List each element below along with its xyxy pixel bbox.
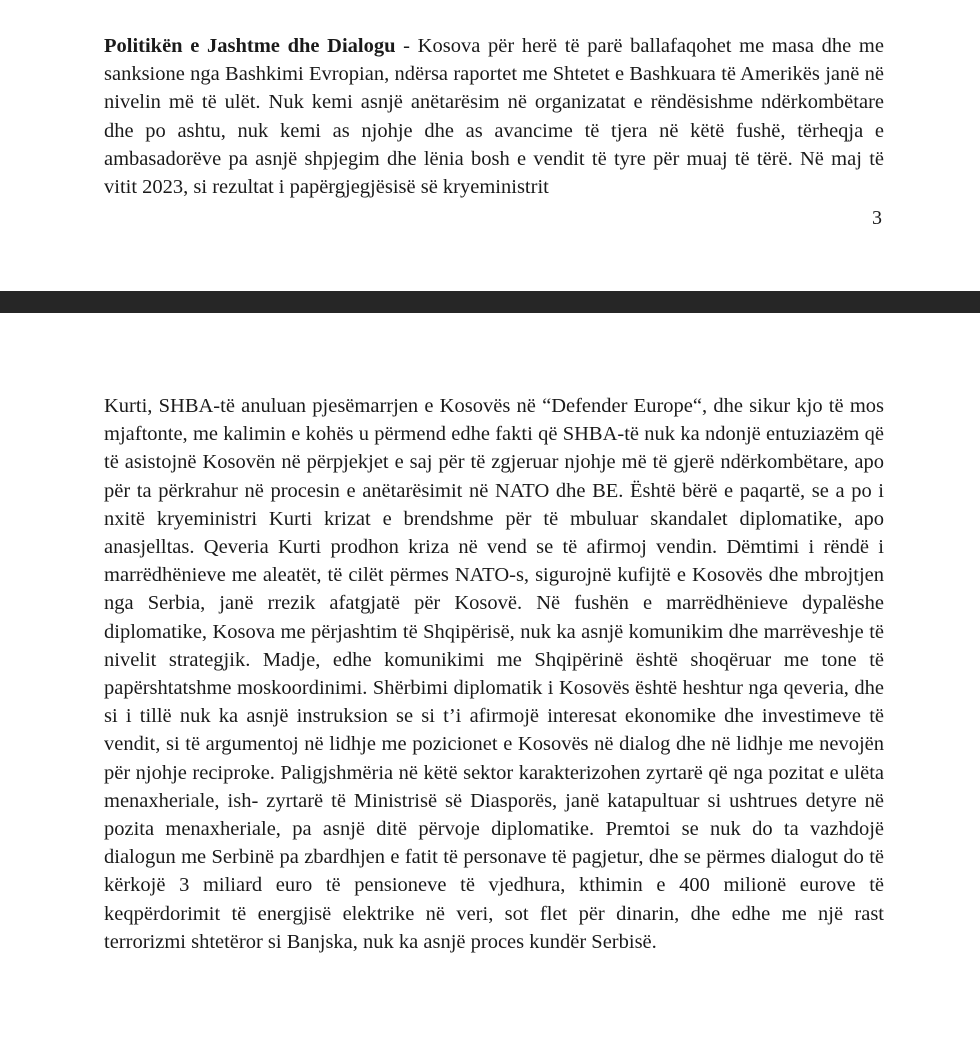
page-number: 3 [872,207,882,229]
continuation-paragraph: Kurti, SHBA-të anuluan pjesëmarrjen e Kosovës në “Defender Europe“, dhe sikur kjo të mos mjaftonte, me kalimin e kohës u përmend edhe fakti që SHBA-të nuk ka ndonjë entuziazëm që të asistojnë Kosovën në përpjekjet e saj për të zgjeruar njohje më të gjerë ndërkombëtare, apo për ta përkrahur në procesin e anëtarësimit në NATO dhe BE. Është bërë e paqartë, se a po i nxitë kryeministri Kurti krizat e brendshme për të mbuluar skandalet diplomatike, apo anasjelltas. Qeveria Kurti prodhon kriza në vend se të afirmoj vendin. Dëmtimi i rëndë i marrëdhënieve me aleatët, të cilët përmes NATO-s, sigurojnë kufijtë e Kosovës dhe mbrojtjen nga Serbia, janë rrezik afatgjatë për Kosovë. Në fushën e marrëdhënieve dypalëshe diplomatike, Kosova me përjashtim të Shqipërisë, nuk ka asnjë komunikim dhe marrëveshje të nivelit strategjik. Madje, edhe komunikimi me Shqipërinë është shoqëruar me tone të papërshtatshme moskoordinimi. Shërbimi diplomatik i Kosovës është heshtur nga qeveria, dhe si i tillë nuk ka asnjë instruksion se si t’i afirmojë interesat ekonomike dhe investimeve të vendit, si të argumentoj në lidhje me pozicionet e Kosovës në dialog dhe në lidhje me nevojën për njohje reciproke. Paligjshmëria në këtë sektor karakterizohen zyrtarë që nga pozitat e ulëta menaxheriale, ish- zyrtarë të Ministrisë së Diasporës, janë katapultuar si ushtrues detyre në pozita menaxheriale, pa asnjë ditë përvoje diplomatike. Premtoi se nuk do ta vazhdojë dialogun me Serbinë pa zbardhjen e fatit të personave të pagjetur, dhe se përmes dialogut do të kërkojë 3 miliard euro të pensioneve të vjedhura, kthimin e 400 milionë eurove të keqpërdorimit të energjisë elektrike në veri, sot flet për dinarin, dhe edhe me një rast terrorizmi shtetëror si Banjska, nuk ka asnjë proces kundër Serbisë. [104,395,884,953]
page-break-divider [0,291,980,313]
foreign-policy-paragraph [104,32,884,201]
paragraph-text: Kosova për herë të parë ballafaqohet me masa dhe me sanksione nga Bashkimi Evropian, ndërsa raportet me Shtetet e Bashkuara të Amerikës janë në nivelin më të ulët. Nuk kemi asnjë anëtarësim në organizatat e rëndësishme ndërkombëtare dhe po ashtu, nuk kemi as njohje dhe as avancime të tjera në këtë fushë, tërheqja e ambasadorëve pa asnjë shpjegim dhe lënia bosh e vendit të tyre për muaj të tërë. Në maj të vitit 2023, si rezultat i papërgjegjësisë së kryeministrit [104,35,884,199]
section-heading: Politikën e Jashtme dhe Dialogu [104,35,396,57]
heading-separator: - [395,35,418,57]
document-page-top [0,0,980,291]
